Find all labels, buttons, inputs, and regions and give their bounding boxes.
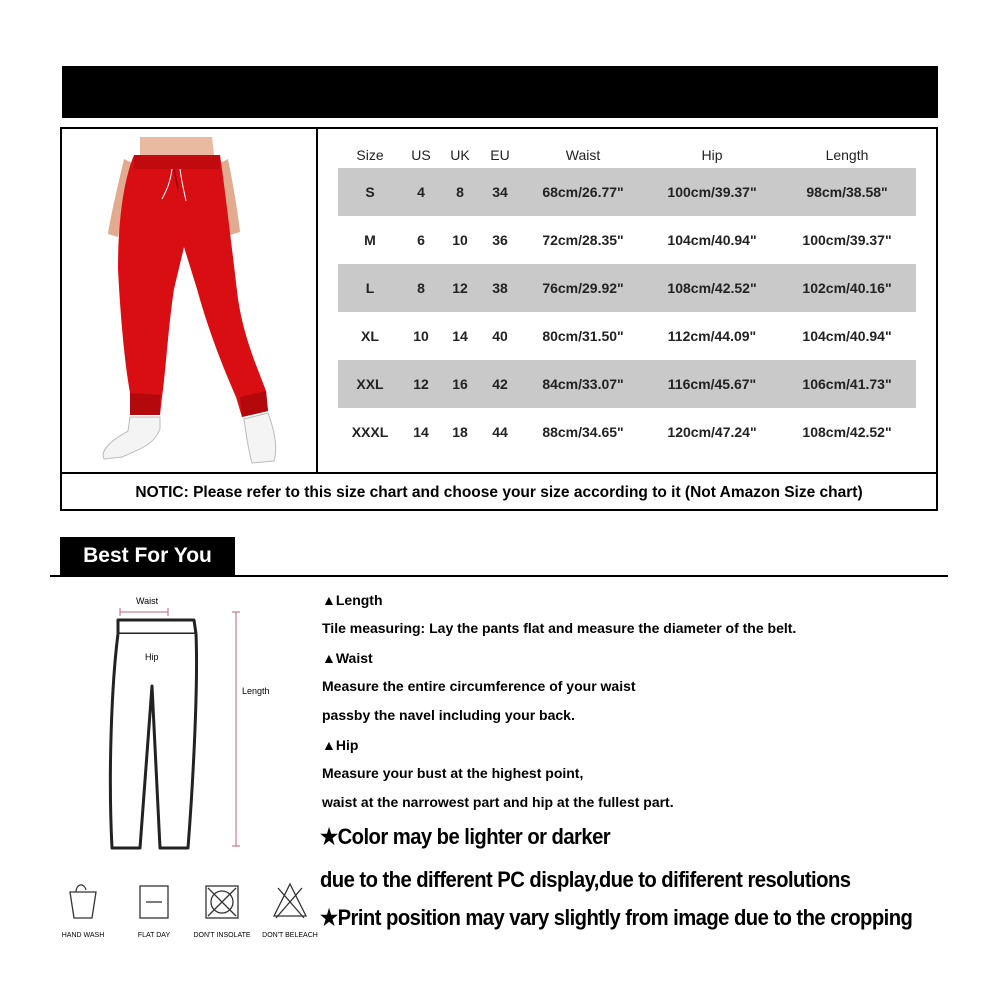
section-rule — [50, 575, 948, 577]
table-cell: 12 — [452, 280, 468, 296]
flat-dry-icon — [140, 886, 168, 918]
measurement-diagram — [90, 590, 310, 860]
waist-text: passby the navel including your back. — [322, 707, 575, 723]
page-title: Size Information — [438, 0, 812, 52]
table-cell: 38 — [492, 280, 508, 296]
table-cell: 98cm/38.58" — [806, 184, 888, 200]
table-cell: 10 — [413, 328, 429, 344]
care-icons — [60, 878, 320, 948]
hip-text: Measure your bust at the highest point, — [322, 765, 584, 781]
hand-wash-icon — [70, 885, 96, 918]
color-note: ★Color may be lighter or darker — [320, 824, 611, 849]
divider — [316, 127, 318, 474]
column-header: Length — [825, 147, 869, 163]
hip-label: Hip — [145, 652, 159, 662]
table-cell: 34 — [492, 184, 508, 200]
care-label: FLAT DAY — [137, 932, 171, 939]
column-header: Size — [356, 147, 384, 163]
print-note: ★Print position may vary slightly from image due to the cropping — [320, 905, 913, 930]
column-header: UK — [450, 147, 470, 163]
care-label: DON'T BELEACH — [262, 932, 318, 939]
waist-label: Waist — [136, 596, 159, 606]
table-row — [338, 408, 916, 456]
table-row — [338, 264, 916, 312]
table-cell: 112cm/44.09" — [667, 328, 757, 344]
table-cell: 14 — [413, 424, 429, 440]
care-label: HAND WASH — [61, 932, 105, 939]
table-cell: XL — [361, 328, 379, 344]
table-cell: 42 — [492, 376, 508, 392]
table-cell: 102cm/40.16" — [802, 280, 892, 296]
hip-heading: ▲Hip — [322, 737, 359, 753]
column-header: US — [411, 147, 431, 163]
table-cell: 100cm/39.37" — [802, 232, 892, 248]
table-cell: 8 — [417, 280, 425, 296]
table-cell: S — [365, 184, 375, 200]
length-label: Length — [242, 686, 270, 696]
table-cell: 88cm/34.65" — [542, 424, 624, 440]
table-cell: 68cm/26.77" — [542, 184, 624, 200]
table-cell: 80cm/31.50" — [542, 328, 624, 344]
color-note: due to the different PC display,due to dififerent resolutions — [320, 867, 851, 892]
column-header: Waist — [565, 147, 601, 163]
table-cell: 104cm/40.94" — [802, 328, 892, 344]
product-image — [62, 129, 316, 472]
size-notice: NOTIC: Please refer to this size chart and choose your size according to it (Not Amazon Size chart) — [135, 484, 863, 501]
table-cell: 18 — [452, 424, 468, 440]
dont-insolate-icon — [206, 886, 238, 918]
care-label: DON'T INSOLATE — [193, 932, 251, 939]
table-cell: 106cm/41.73" — [802, 376, 892, 392]
table-cell: XXL — [356, 376, 384, 392]
section-title: Best For You — [83, 544, 212, 567]
table-row — [338, 168, 916, 216]
table-cell: 76cm/29.92" — [542, 280, 624, 296]
table-cell: 6 — [417, 232, 425, 248]
waist-heading: ▲Waist — [322, 650, 373, 666]
column-header: EU — [490, 147, 510, 163]
title-banner — [62, 66, 938, 118]
table-row — [338, 312, 916, 360]
table-cell: 4 — [417, 184, 425, 200]
length-heading: ▲Length — [322, 592, 383, 608]
table-cell: 104cm/40.94" — [667, 232, 757, 248]
table-cell: 72cm/28.35" — [542, 232, 624, 248]
table-cell: 84cm/33.07" — [542, 376, 624, 392]
table-cell: 36 — [492, 232, 508, 248]
table-row — [338, 360, 916, 408]
table-cell: 44 — [492, 424, 508, 440]
table-cell: 8 — [456, 184, 464, 200]
hip-text: waist at the narrowest part and hip at the fullest part. — [322, 794, 674, 810]
dont-bleach-icon — [274, 884, 306, 918]
table-cell: M — [364, 232, 376, 248]
table-cell: 12 — [413, 376, 429, 392]
length-text: Tile measuring: Lay the pants flat and measure the diameter of the belt. — [322, 620, 797, 636]
table-cell: 116cm/45.67" — [667, 376, 757, 392]
table-row — [338, 216, 916, 264]
table-cell: 108cm/42.52" — [667, 280, 757, 296]
waist-text: Measure the entire circumference of your waist — [322, 678, 636, 694]
column-header: Hip — [701, 147, 723, 163]
table-cell: 16 — [452, 376, 468, 392]
table-cell: 108cm/42.52" — [802, 424, 892, 440]
table-cell: 40 — [492, 328, 508, 344]
table-cell: 100cm/39.37" — [667, 184, 757, 200]
table-cell: L — [365, 280, 375, 296]
table-cell: XXXL — [351, 424, 389, 440]
table-cell: 10 — [452, 232, 468, 248]
table-cell: 120cm/47.24" — [667, 424, 757, 440]
table-cell: 14 — [452, 328, 468, 344]
